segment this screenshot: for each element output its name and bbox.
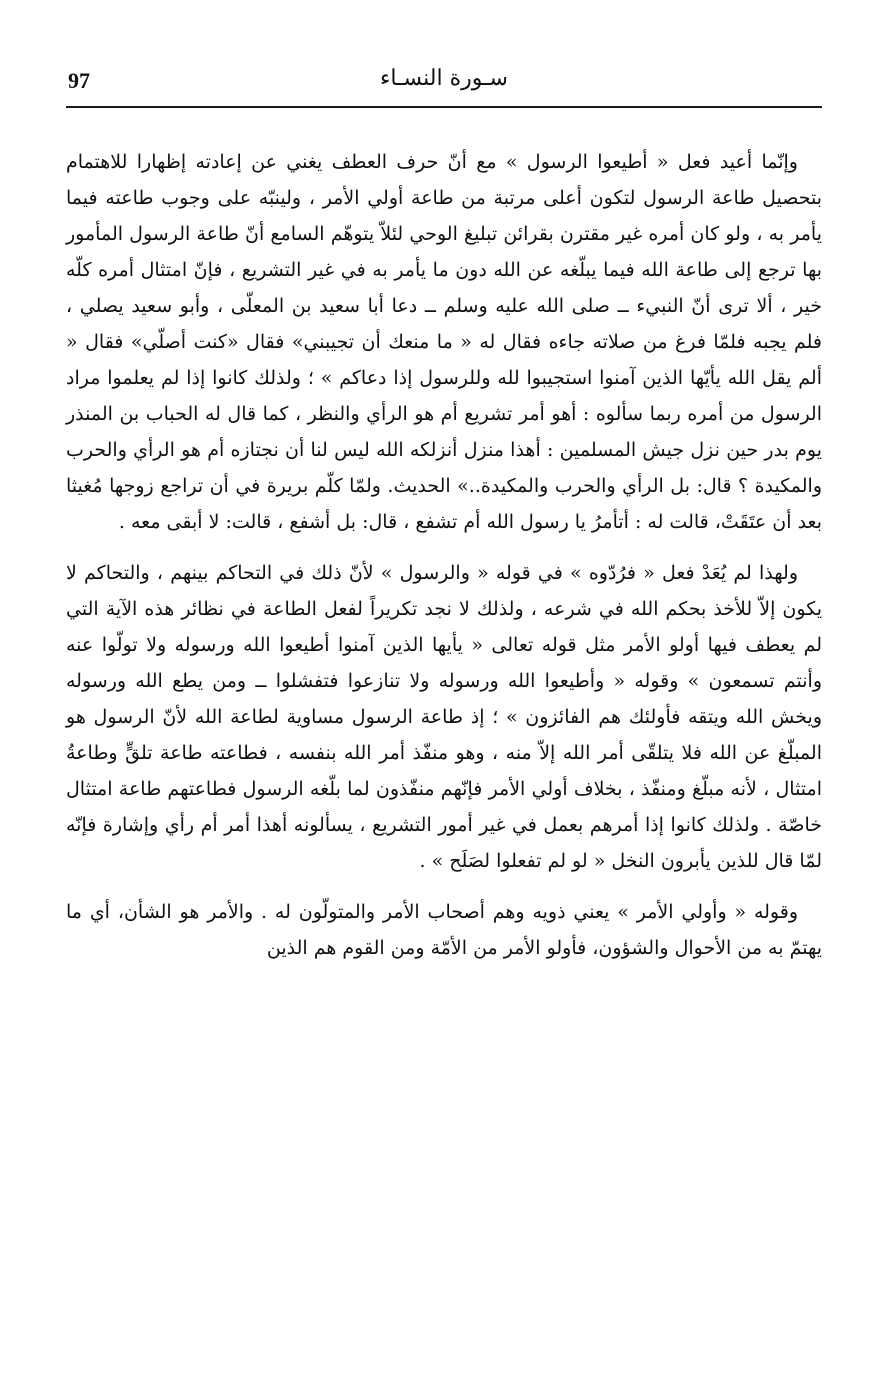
page-number: 97 [68, 68, 90, 93]
page-header [68, 62, 820, 102]
header-rule [66, 106, 822, 108]
paragraph-1: وإنّما أعيد فعل « أطيعوا الرسول » مع أنّ حرف العطف يغني عن إعادته إظهارا للاهتمام بتحصيل طاعة الرسول لتكون أعلى مرتبة من طاعة أولي الأمر ، ولينبّه على وجوب طاعته فيما يأمر به ، ولو كان أمره غير مقترن بقرائن تبليغ الوحي لئلاّ يتوهّم السامع أنّ طاعة الرسول المأمور بها ترجع إلى طاعة الله فيما يبلّغه عن الله دون ما يأمر به في غير التشريع ، فإنّ امتثال أمره كلّه خير ، ألا ترى أنّ النبيء ــ صلى الله عليه وسلم ــ دعا أبا سعيد بن المعلّى ، وأبو سعيد يصلي ، فلم يجبه فلمّا فرغ من صلاته جاءه فقال له « ما منعك أن تجيبني» فقال «كنت أصلّي» فقال « ألم يقل الله يأيّها الذين آمنوا استجيبوا لله وللرسول إذا دعاكم » ؛ ولذلك كانوا إذا لم يعلموا مراد الرسول من أمره ربما سألوه : أهو أمر تشريع أم هو الرأي والنظر ، كما قال له الحباب بن المنذر يوم بدر حين نزل جيش المسلمين : أهذا منزل أنزلكه الله ليس لنا أن نجتازه أم هو الرأي والحرب والمكيدة ؟ قال: بل الرأي والحرب والمكيدة..» الحديث. ولمّا كلّم بريرة في أن تراجع زوجها مُغيثا بعد أن عتَقَتْ، قالت له : أتأمرُ يا رسول الله أم تشفع ، قال: بل أشفع ، قالت: لا أبقى معه . [66, 151, 822, 533]
body-text [66, 144, 822, 966]
paragraph-3: وقوله « وأولي الأمر » يعني ذويه وهم أصحاب الأمر والمتولّون له . والأمر هو الشأن، أي ما يهتمّ به من الأحوال والشؤون، فأولو الأمر من الأمّة ومن القوم هم الذين [66, 901, 822, 959]
paragraph-2: ولهذا لم يُعَدْ فعل « فرُدّوه » في قوله « والرسول » لأنّ ذلك في التحاكم بينهم ، والتحاكم لا يكون إلاّ للأخذ بحكم الله في شرعه ، ولذلك لا نجد تكريراً لفعل الطاعة في نظائر هذه الآية التي لم يعطف فيها أولو الأمر مثل قوله تعالى « يأيها الذين آمنوا أطيعوا الله ورسوله ولا تولّوا عنه وأنتم تسمعون » وقوله « وأطيعوا الله ورسوله ولا تنازعوا فتفشلوا ــ ومن يطع الله ورسوله ويخش الله ويتقه فأولئك هم الفائزون » ؛ إذ طاعة الرسول مساوية لطاعة الله لأنّ الرسول هو المبلّغ عن الله فلا يتلقّى أمر الله إلاّ منه ، وهو منفّذ أمر الله بنفسه ، فطاعته طاعة تلقٍّ وطاعةُ امتثال ، لأنه مبلّغ ومنفّذ ، بخلاف أولي الأمر فإنّهم منفّذون لما بلّغه الرسول فطاعتهم طاعة امتثال خاصّة . ولذلك كانوا إذا أمرهم بعمل في غير أمور التشريع ، يسألونه أهذا أمر أم رأي وإشارة فإنّه لمّا قال للذين يأبرون النخل « لو لم تفعلوا لصَلَح » . [66, 562, 822, 872]
running-title: سـورة النسـاء [380, 66, 508, 91]
